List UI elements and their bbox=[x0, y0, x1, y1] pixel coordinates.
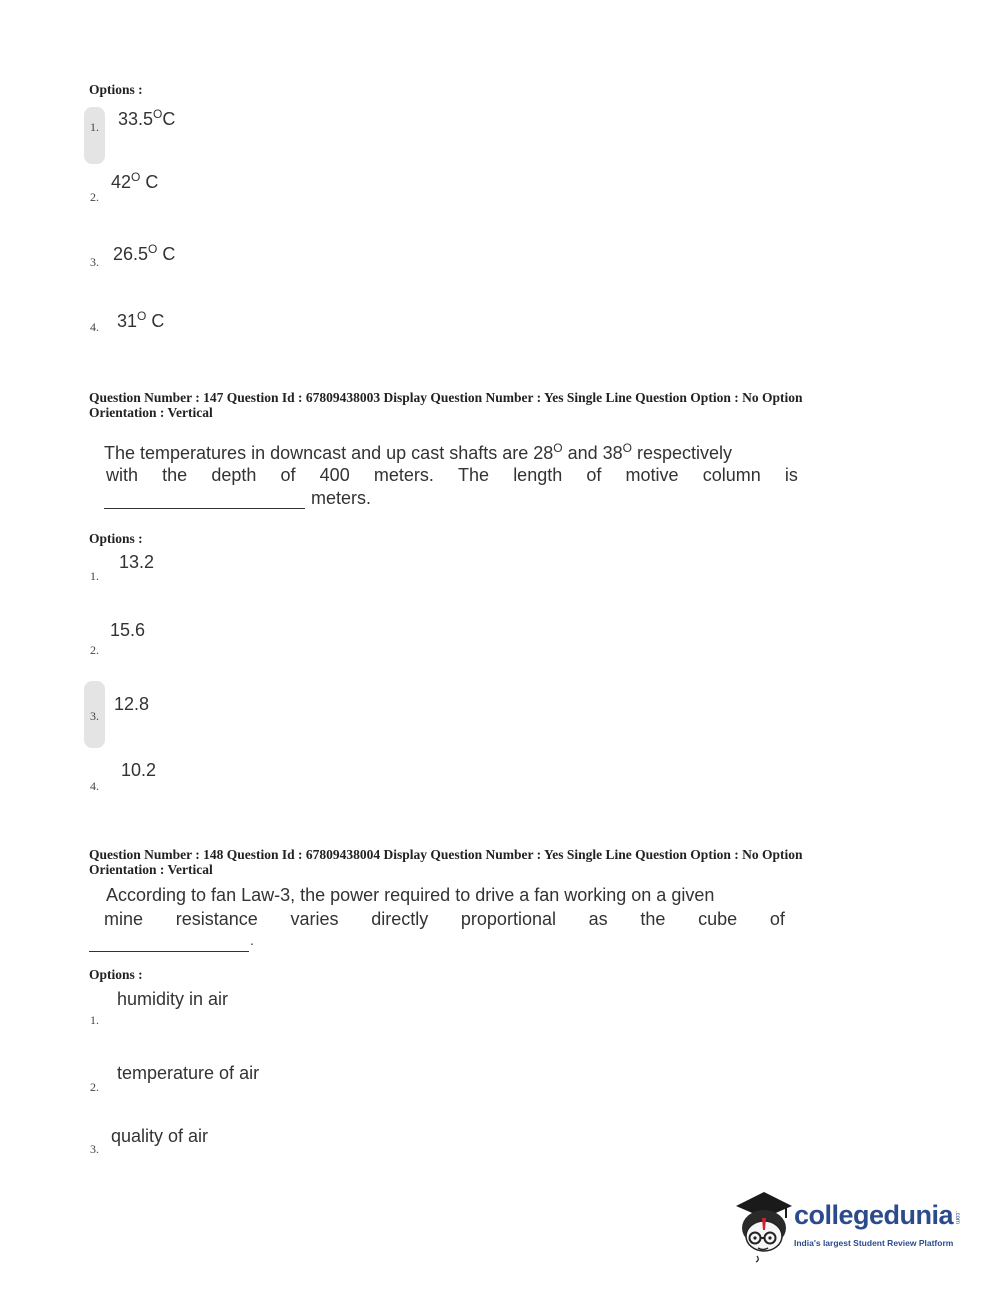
logo-tagline: India's largest Student Review Platform bbox=[794, 1238, 954, 1248]
logo-tld: .com bbox=[954, 1211, 960, 1225]
logo-wordmark: collegedunia bbox=[794, 1200, 954, 1230]
question-text-line: The temperatures in downcast and up cast shafts are $28^O$ and $38^O$ respectively bbox=[104, 441, 733, 463]
option-number: 1. bbox=[90, 569, 99, 583]
option-number: 2. bbox=[90, 643, 99, 657]
option-number: 3. bbox=[90, 255, 99, 269]
option-number: 4. bbox=[90, 320, 99, 334]
option-text[interactable]: quality of air bbox=[111, 1126, 209, 1146]
option-number: 2. bbox=[90, 1080, 99, 1094]
question-meta bbox=[89, 847, 879, 877]
option-text[interactable]: 13.2 bbox=[119, 552, 155, 572]
option-text[interactable]: $42^O$ C bbox=[111, 170, 159, 192]
option-text[interactable]: $31^O$ C bbox=[117, 309, 165, 331]
collegedunia-logo bbox=[732, 1188, 962, 1263]
question-text-line: According to fan Law-3, the power required to drive a fan working on a given bbox=[106, 885, 715, 905]
question-text-line: with the depth of 400 meters. The length of motive column is bbox=[106, 465, 798, 485]
option-number: 1. bbox=[90, 120, 99, 134]
option-text[interactable]: humidity in air bbox=[117, 989, 229, 1009]
option-text[interactable]: $33.5^OC$ bbox=[118, 107, 176, 129]
options-label: Options : bbox=[89, 82, 143, 97]
question-meta-line: Question Number : 148 Question Id : 67809438004 Display Question Number : Yes Single Line Question Option : No Option bbox=[89, 847, 803, 862]
question-meta-line: Orientation : Vertical bbox=[89, 862, 213, 877]
option-text[interactable]: 12.8 bbox=[114, 694, 150, 714]
question-text-line: . bbox=[250, 932, 254, 948]
options-label: Options : bbox=[89, 967, 143, 982]
selected-option-highlight bbox=[84, 107, 105, 164]
option-text[interactable]: $26.5^O$ C bbox=[113, 242, 176, 264]
option-number: 4. bbox=[90, 779, 99, 793]
option-number: 2. bbox=[90, 190, 99, 204]
option-text[interactable]: 10.2 bbox=[121, 760, 157, 780]
mascot-icon bbox=[732, 1188, 794, 1263]
option-number: 3. bbox=[90, 709, 99, 723]
question-text-line: mine resistance varies directly proportional as the cube of bbox=[104, 909, 785, 929]
answer-blank bbox=[104, 508, 305, 509]
answer-blank bbox=[89, 951, 249, 952]
question-meta-line: Question Number : 147 Question Id : 67809438003 Display Question Number : Yes Single Line Question Option : No Option bbox=[89, 390, 803, 405]
question-text-line: meters. bbox=[311, 488, 372, 508]
question-meta bbox=[89, 390, 879, 420]
question-meta-line: Orientation : Vertical bbox=[89, 405, 213, 420]
option-text[interactable]: temperature of air bbox=[117, 1063, 260, 1083]
option-number: 1. bbox=[90, 1013, 99, 1027]
options-label: Options : bbox=[89, 531, 143, 546]
option-number: 3. bbox=[90, 1142, 99, 1156]
option-text[interactable]: 15.6 bbox=[110, 620, 146, 640]
